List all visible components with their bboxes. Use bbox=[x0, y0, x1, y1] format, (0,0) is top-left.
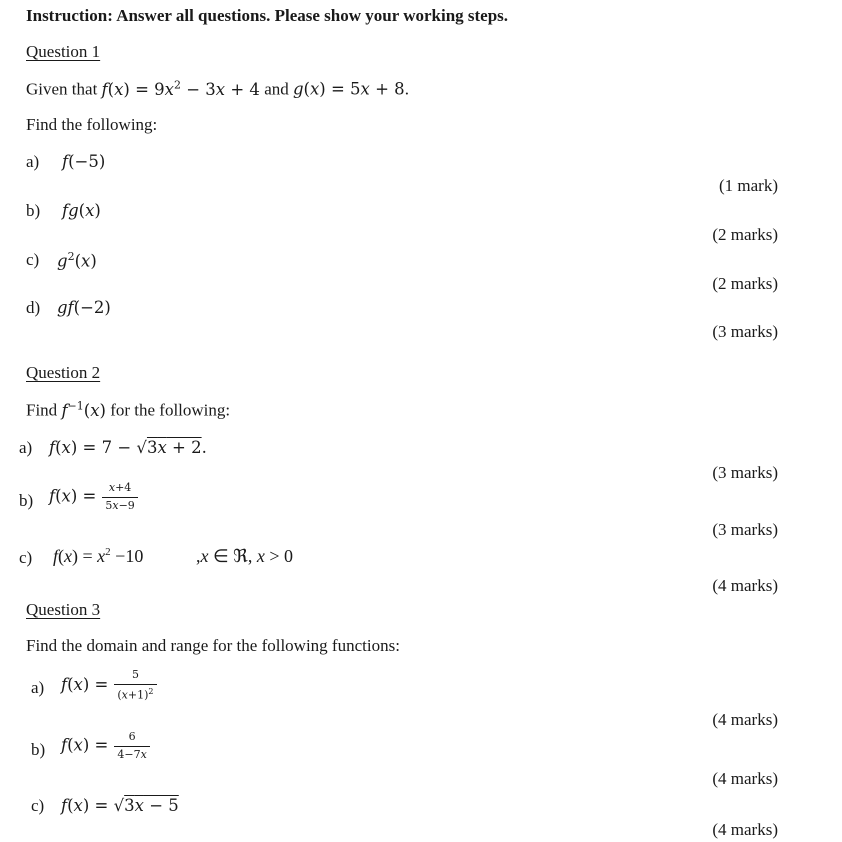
q1-part-a-expression: f(−5) bbox=[62, 152, 106, 171]
q3-part-a-label: a) bbox=[31, 678, 45, 697]
q1-part-d-label: d) bbox=[26, 298, 41, 317]
q1-given-prefix: Given that bbox=[26, 79, 98, 99]
q1-part-d-expression: gf(−2) bbox=[57, 298, 111, 317]
q3-part-b-marks: (4 marks) bbox=[712, 769, 778, 788]
q2-part-c-expression: $f(x) = x^2 -10$ bbox=[53, 546, 144, 566]
q2-part-b-label: b) bbox=[19, 491, 34, 510]
q1-find-text: Find the following: bbox=[26, 115, 158, 134]
q1-part-a-label: a) bbox=[26, 152, 40, 171]
q2-part-c-marks: (4 marks) bbox=[712, 576, 778, 595]
instruction: Instruction: Answer all questions. Please show your working steps. bbox=[26, 6, 509, 25]
q3-part-a-marks: (4 marks) bbox=[712, 710, 778, 729]
q1-g-definition: g(x) = 5x + 8 bbox=[292, 79, 405, 99]
q3-part-c-label: c) bbox=[31, 796, 45, 815]
question-2-heading: Question 2 bbox=[26, 363, 101, 382]
q2-part-c-label: c) bbox=[19, 548, 33, 567]
q2-find bbox=[26, 399, 230, 421]
q3-part-c-expression: f(x) = √3x − 5 bbox=[61, 796, 179, 815]
q1-part-b-marks: (2 marks) bbox=[712, 225, 778, 244]
q1-part-b-label: b) bbox=[26, 201, 41, 220]
q2-inverse-notation: $f^{-1}(x)$ bbox=[61, 399, 106, 420]
q2-part-b-marks: (3 marks) bbox=[712, 520, 778, 539]
q1-part-d-marks: (3 marks) bbox=[712, 322, 778, 341]
q1-given bbox=[26, 78, 409, 100]
q3-part-a-expression: f(x) = $\frac{5}{(x+1)^2}$ bbox=[61, 669, 157, 702]
q1-part-a-marks: (1 mark) bbox=[718, 176, 778, 195]
q1-given-conj: and bbox=[264, 79, 289, 99]
q3-find-text: Find the domain and range for the following functions: bbox=[26, 636, 400, 655]
q2-part-b-fraction: $\frac{x+4}{5x-9}$ bbox=[102, 482, 137, 512]
q1-part-c-label: c) bbox=[26, 250, 40, 269]
q3-part-b-label: b) bbox=[31, 740, 46, 759]
q2-part-a-expression: f(x) = 7 − √3x + 2. bbox=[49, 438, 207, 457]
q2-part-c-domain: ,x ∈ ℜ, x > 0 bbox=[196, 546, 293, 566]
question-3-heading: Question 3 bbox=[26, 600, 101, 619]
q1-part-c-expression: $g^2(x)$ bbox=[57, 250, 97, 271]
q3-part-a-fraction: $\frac{5}{(x+1)^2}$ bbox=[114, 669, 156, 702]
q3-part-b-fraction: $\frac{6}{4-7x}$ bbox=[114, 731, 149, 761]
question-1-heading: Question 1 bbox=[26, 42, 101, 61]
q2-part-a-label: a) bbox=[19, 438, 33, 457]
q1-given-end: . bbox=[404, 79, 409, 99]
q3-part-b-expression: f(x) = $\frac{6}{4-7x}$ bbox=[61, 731, 150, 761]
q2-part-a-marks: (3 marks) bbox=[712, 463, 778, 482]
q2-find-prefix: Find bbox=[26, 400, 58, 420]
q1-f-definition: $f(x) = 9x^2 - 3x + 4$ bbox=[101, 78, 260, 99]
q1-part-b-expression: fg(x) bbox=[62, 201, 101, 220]
q2-find-suffix: for the following: bbox=[110, 400, 231, 420]
q1-part-c-marks: (2 marks) bbox=[712, 274, 778, 293]
q3-part-c-marks: (4 marks) bbox=[712, 820, 778, 839]
q2-part-b-expression: f(x) = $\frac{x+4}{5x-9}$ bbox=[49, 482, 138, 512]
